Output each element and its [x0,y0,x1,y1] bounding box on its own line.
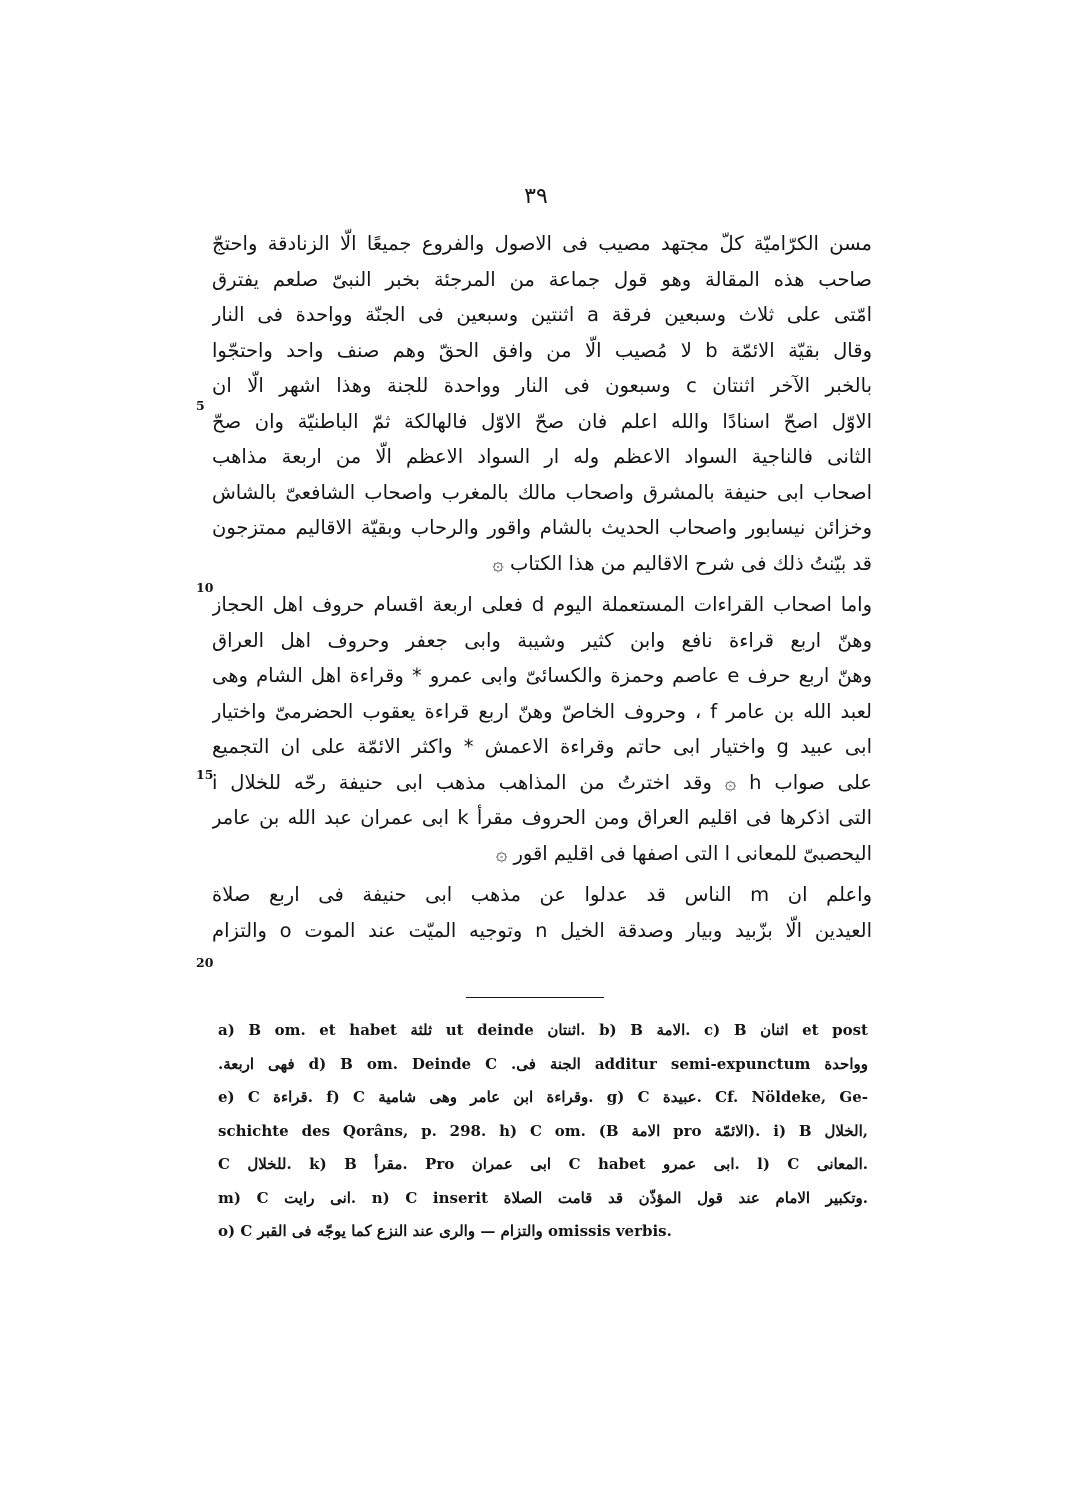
footnote-line: m) C انى رايت. n) C inserit وتكبير الامام عند قول المؤذّن قد قامت الصلاة. [218,1188,868,1207]
page-number: ٣٩ [524,184,548,209]
footnote-divider [466,997,604,998]
text-line: الاوّل اصحّ اسنادًا والله اعلم فان صحّ الاوّل فالهالكة ثمّ الباطنيّة وان صحّ [212,409,872,433]
footnote-line: C للخلال. k) B مقرأ. Pro ابى عمران C habet ابى عمرو. l) C المعانى. [218,1155,868,1173]
text-line: التى اذكرها فى اقليم العراق ومن الحروف مقرأ k ابى عمران عبد الله بن عامر [212,806,872,829]
text-line: مسن الكرّاميّة كلّ مجتهد مصيب فى الاصول والفروع جميعًا الّا الزنادقة واحتجّ [212,232,872,255]
text-line: وقال بقيّة الائمّة b لا مُصيب الّا من وافق الحقّ وهم صنف واحد واحتجّوا [212,338,872,362]
text-line: الثانى فالناجية السواد الاعظم وله ار السواد الاعظم الّا من اربعة مذاهب [212,445,872,468]
text-line: واما اصحاب القراءات المستعملة اليوم d فعلى اربعة اقسام حروف اهل الحجاز [212,593,872,616]
footnote-line: o) C والتزام — والرى عند النزع كما يوجّه فى القبر omissis verbis. [218,1222,672,1240]
footnote-line: a) B om. et habet ثلثة ut deinde اثنتان. b) B الامة. c) B اثنان et post [218,1021,868,1039]
text-line: واعلم ان m الناس قد عدلوا عن مذهب ابى حنيفة فى اربع صلاة [212,883,872,906]
footnote-line: وواحدة additur semi-expunctum الجنة فى. d) B om. Deinde C فهى اربعة. [218,1054,868,1073]
text-line: امّتى على ثلاث وسبعين فرقة a اثنتين وسبعين فى الجنّة وواحدة فى النار [212,303,872,326]
text-line: وخزائن نيسابور واصحاب الحديث بالشام واقور والرحاب وبقيّة الاقاليم ممتزجون [212,516,872,539]
text-line: صاحب هذه المقالة وهو قول جماعة من المرجئة بخبر النبىّ صلعم يفترق [212,267,872,291]
footnotes [218,1014,868,1249]
text-line: العيدين الّا بزّبيد وبيار وصدقة الخيل n وتوجيه الميّت عند الموت o والتزام [212,918,872,942]
line-number: 5 [196,398,205,413]
text-line: وهنّ اربع حرف e عاصم وحمزة والكسائىّ وابى عمرو * وقراءة اهل الشام وهى [212,664,872,687]
text-line: اصحاب ابى حنيفة بالمشرق واصحاب مالك بالمغرب واصحاب الشافعىّ بالشاش [212,480,872,504]
text-line: وهنّ اربع قراءة نافع وابن كثير وشيبة وابى جعفر وحروف اهل العراق [212,628,872,652]
footnote-line: schichte des Qorâns, p. 298. h) C om. (B الامة pro الائمّة). i) B الخلال, [218,1121,868,1140]
text-line: اليحصبىّ للمعانى l التى اصفها فى اقليم اقور ۞ [495,841,872,865]
line-number: 15 [196,767,214,782]
text-line: بالخبر الآخر اثنتان c وسبعون فى النار وواحدة للجنة وهذا اشهر الّا ان [212,374,872,397]
text-line: لعبد الله بن عامر f ، وحروف الخاصّ وهنّ اربع قراءة يعقوب الحضرمىّ واختيار [212,699,872,723]
line-number: 10 [196,580,214,595]
footnote-line: e) C قراءة. f) C وقراءة ابن عامر وهى شامية. g) C عبيدة. Cf. Nöldeke, Ge- [218,1088,868,1106]
text-line: على صواب h ۞ وقد اخترتُ من المذاهب مذهب ابى حنيفة رحّه للخلال i [212,770,872,794]
main-text [212,226,872,948]
text-line: قد بيّنتُ ذلك فى شرح الاقاليم من هذا الكتاب ۞ [492,551,872,575]
line-number: 20 [196,955,214,970]
text-line: ابى عبيد g واختيار ابى حاتم وقراءة الاعمش * واكثر الائمّة على ان التجميع [212,735,872,758]
